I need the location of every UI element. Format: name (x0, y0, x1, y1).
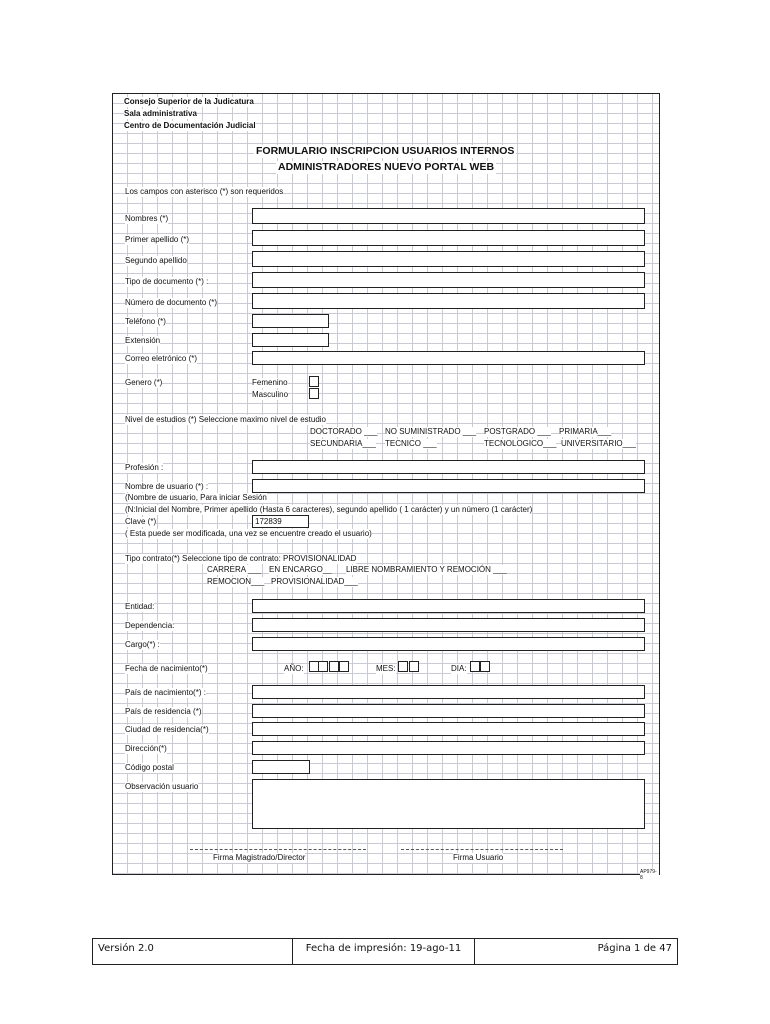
label-segundo-apellido: Segundo apellido (125, 256, 187, 265)
label-tipo-documento: Tipo de documento (*) : (125, 277, 209, 286)
header-line-2: Sala administrativa (124, 109, 197, 118)
label-entidad: Entidad: (125, 602, 155, 611)
correo-input[interactable] (252, 351, 645, 365)
label-extension: Extensión (125, 336, 161, 345)
femenino-checkbox[interactable] (309, 376, 319, 387)
label-femenino: Femenino (252, 378, 288, 387)
dia-digit-1[interactable] (470, 661, 480, 672)
footer-pagina: Página 1 de 47 (597, 943, 672, 954)
estudios-secundaria[interactable]: SECUNDARIA___ (310, 439, 376, 448)
header-line-1: Consejo Superior de la Judicatura (124, 97, 254, 106)
dia-digit-2[interactable] (480, 661, 490, 672)
footer-version: Versión 2.0 (93, 939, 293, 964)
cargo-input[interactable] (252, 637, 645, 651)
segundo-apellido-input[interactable] (252, 251, 645, 267)
direccion-input[interactable] (252, 741, 645, 755)
estudios-universitario[interactable]: UNIVERSITARIO___ (561, 439, 636, 448)
pais-nacimiento-input[interactable] (252, 685, 645, 699)
estudios-tecnologico[interactable]: TECNOLOGICO___ (484, 439, 557, 448)
codigo-postal-input[interactable] (252, 760, 310, 774)
label-telefono: Teléfono (*) (125, 317, 166, 326)
header-line-3: Centro de Documentación Judicial (124, 121, 256, 130)
label-observacion: Observación usuario (125, 782, 199, 791)
label-estudios: Nivel de estudios (*) Seleccione maximo nivel de estudio (125, 415, 326, 424)
pais-residencia-input[interactable] (252, 704, 645, 718)
masculino-checkbox[interactable] (309, 388, 319, 399)
contrato-encargo[interactable]: EN ENCARGO__ (269, 565, 332, 574)
anio-digit-2[interactable] (318, 661, 328, 672)
estudios-doctorado[interactable]: DOCTORADO ___ (310, 427, 378, 436)
ciudad-residencia-input[interactable] (252, 722, 645, 736)
label-anio: AÑO: (284, 664, 304, 673)
form-title-1: FORMULARIO INSCRIPCION USUARIOS INTERNOS (256, 145, 515, 157)
mes-digit-2[interactable] (409, 661, 419, 672)
label-mes: MES: (376, 664, 396, 673)
nombre-usuario-help-2: (N:Inicial del Nombre, Primer apellido (Hasta 6 caracteres), segundo apellido ( 1 carácter) y un número (1 carácter) (125, 505, 533, 514)
label-ciudad-residencia: Ciudad de residencia(*) (125, 725, 209, 734)
footer-fecha-impresion: Fecha de impresión: 19-ago-11 (293, 939, 475, 964)
signature-line-usuario[interactable] (401, 849, 563, 850)
label-masculino: Masculino (252, 390, 289, 399)
estudios-primaria[interactable]: PRIMARIA___ (559, 427, 612, 436)
label-primer-apellido: Primer apellido (*) (125, 235, 190, 244)
estudios-tecnico[interactable]: TECNICO ___ (385, 439, 437, 448)
form-code: AP979-8 (640, 869, 659, 881)
label-pais-nacimiento: País de nacimiento(*) : (125, 688, 206, 697)
contrato-carrera[interactable]: CARRERA ___ (207, 565, 262, 574)
estudios-postgrado[interactable]: POSTGRADO ___ (484, 427, 551, 436)
signature-label-director: Firma Magistrado/Director (213, 853, 306, 862)
form-title-2: ADMINISTRADORES NUEVO PORTAL WEB (278, 161, 495, 173)
label-correo: Correo eletrónico (*) (125, 354, 198, 363)
label-dependencia: Dependencia: (125, 621, 175, 630)
signature-label-usuario: Firma Usuario (453, 853, 504, 862)
extension-input[interactable] (252, 333, 329, 347)
page-footer (92, 938, 678, 965)
label-numero-documento: Número de documento (*) (125, 298, 218, 307)
primer-apellido-input[interactable] (252, 230, 645, 246)
clave-help: ( Esta puede ser modificada, una vez se encuentre creado el usuario) (125, 529, 372, 538)
contrato-remocion[interactable]: REMOCION___ (207, 577, 265, 586)
mes-digit-1[interactable] (398, 661, 408, 672)
tipo-documento-input[interactable] (252, 272, 645, 288)
telefono-input[interactable] (252, 314, 329, 328)
label-codigo-postal: Código postal (125, 763, 174, 772)
required-note: Los campos con asterisco (*) son requeridos (125, 187, 284, 196)
dependencia-input[interactable] (252, 618, 645, 632)
label-nombre-usuario: Nombre de usuario (*) : (125, 482, 209, 491)
nombres-input[interactable] (252, 208, 645, 224)
label-nombres: Nombres (*) (125, 214, 169, 223)
anio-digit-4[interactable] (339, 661, 349, 672)
nombre-usuario-input[interactable] (252, 479, 645, 493)
signature-line-director[interactable] (190, 849, 366, 850)
entidad-input[interactable] (252, 599, 645, 613)
contrato-libre-nombramiento[interactable]: LIBRE NOMBRAMIENTO Y REMOCIÓN ___ (346, 565, 507, 574)
label-cargo: Cargo(*) : (125, 640, 160, 649)
form-sheet (112, 93, 660, 881)
profesion-input[interactable] (252, 460, 645, 474)
label-clave: Clave (*) (125, 517, 157, 526)
numero-documento-input[interactable] (252, 293, 645, 309)
clave-input[interactable]: 172839 (252, 515, 309, 528)
label-contrato: Tipo contrato(*) Seleccione tipo de contrato: PROVISIONALIDAD (125, 554, 357, 563)
label-dia: DIA: (451, 664, 467, 673)
estudios-no-suministrado[interactable]: NO SUMINISTRADO ___ (385, 427, 477, 436)
label-profesion: Profesión : (125, 463, 164, 472)
observacion-textarea[interactable] (252, 779, 645, 829)
anio-digit-3[interactable] (329, 661, 339, 672)
label-pais-residencia: País de residencia (*) (125, 707, 202, 716)
contrato-provisionalidad[interactable]: PROVISIONALIDAD___ (271, 577, 358, 586)
label-fecha-nacimiento: Fecha de nacimiento(*) (125, 664, 208, 673)
label-direccion: Dirección(*) (125, 744, 167, 753)
label-genero: Genero (*) (125, 378, 163, 387)
nombre-usuario-help-1: (Nombre de usuario, Para iniciar Sesión (125, 493, 267, 502)
